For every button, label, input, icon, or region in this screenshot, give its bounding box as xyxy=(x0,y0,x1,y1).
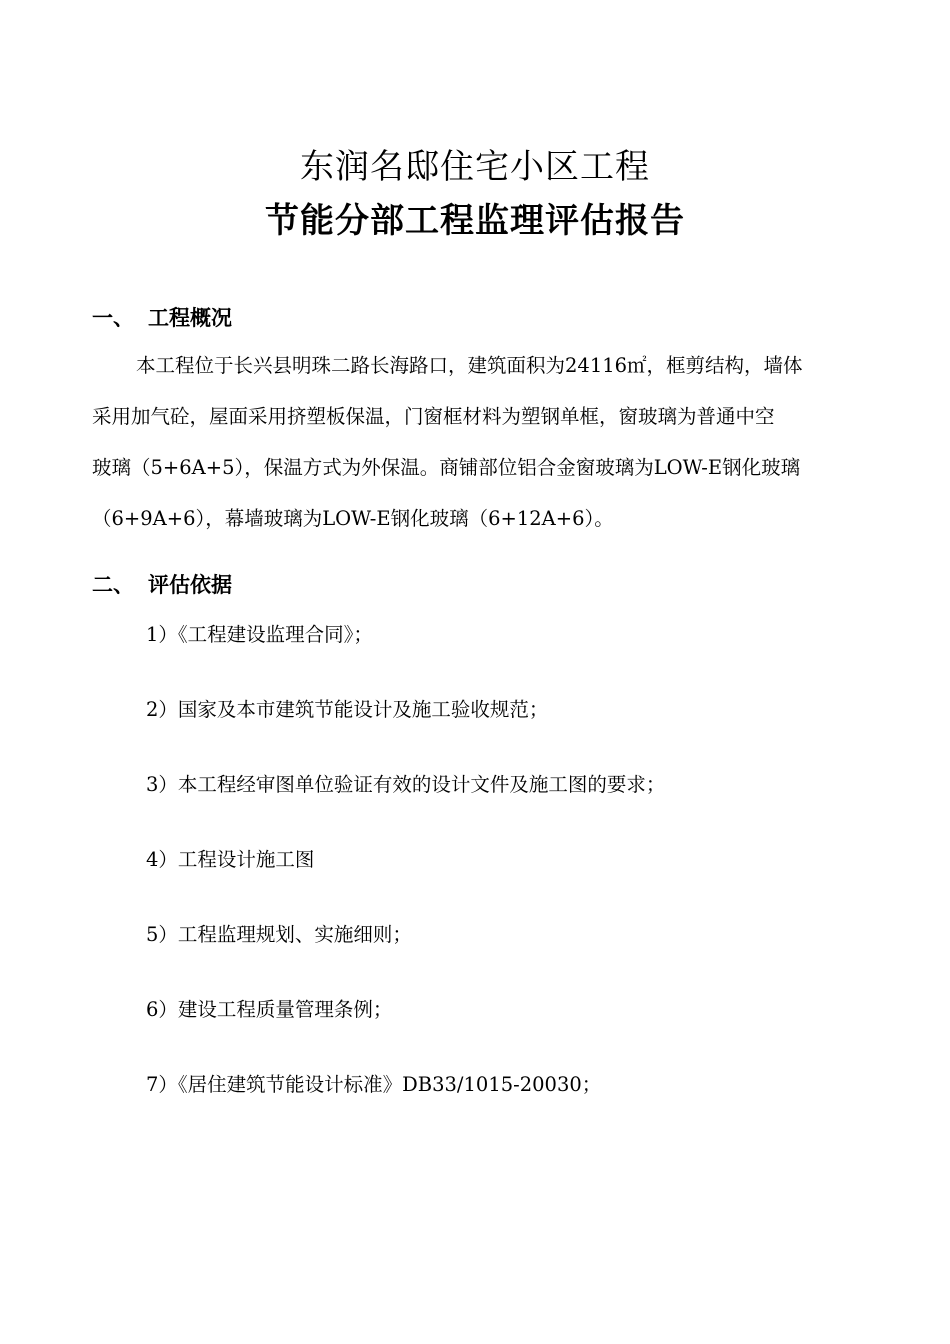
basis-item: 2）国家及本市建筑节能设计及施工验收规范； xyxy=(146,698,549,721)
basis-item: 3）本工程经审图单位验证有效的设计文件及施工图的要求； xyxy=(146,773,666,796)
paragraph-line: 本工程位于长兴县明珠二路长海路口，建筑面积为24116㎡，框剪结构，墙体 xyxy=(136,354,803,377)
section-number: 一、 xyxy=(92,306,134,330)
section-title: 工程概况 xyxy=(148,306,232,330)
paragraph-line: （6+9A+6），幕墙玻璃为LOW-E钢化玻璃（6+12A+6）。 xyxy=(92,507,614,530)
paragraph-line: 玻璃（5+6A+5），保温方式为外保温。商铺部位铝合金窗玻璃为LOW-E钢化玻璃 xyxy=(92,456,801,479)
section-heading-basis xyxy=(92,570,232,600)
section-title: 评估依据 xyxy=(148,573,232,597)
basis-item: 6）建设工程质量管理条例； xyxy=(146,998,393,1021)
basis-item: 1）《工程建设监理合同》； xyxy=(146,623,373,646)
basis-item: 4）工程设计施工图 xyxy=(146,848,315,871)
title-project-name: 东润名邸住宅小区工程 xyxy=(300,147,650,187)
section-number: 二、 xyxy=(92,573,134,597)
basis-item: 7）《居住建筑节能设计标准》DB33/1015-20030； xyxy=(146,1073,602,1096)
section-heading-overview xyxy=(92,303,232,333)
overview-paragraph xyxy=(92,340,862,544)
paragraph-line: 采用加气砼，屋面采用挤塑板保温，门窗框材料为塑钢单框，窗玻璃为普通中空 xyxy=(92,405,775,428)
basis-item: 5）工程监理规划、实施细则； xyxy=(146,923,412,946)
document-title xyxy=(0,140,950,248)
title-report-name: 节能分部工程监理评估报告 xyxy=(265,201,685,241)
